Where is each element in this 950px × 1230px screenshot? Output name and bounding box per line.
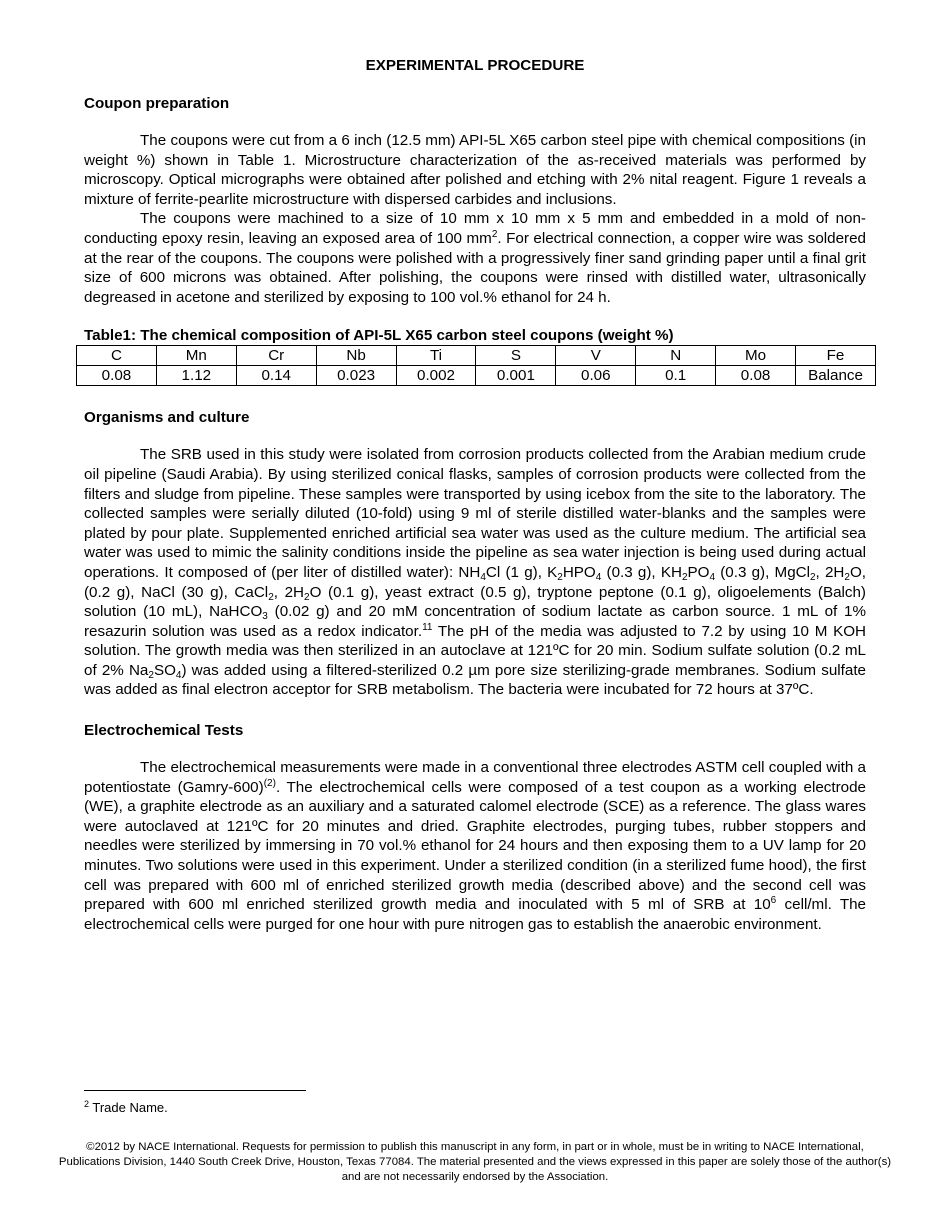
table-header-cell: Nb — [316, 346, 396, 366]
table-cell: 0.14 — [236, 366, 316, 386]
coupon-paragraph-1: The coupons were cut from a 6 inch (12.5 mm) API-5L X65 carbon steel pipe with chemical compositions (in weight %) shown in Table 1. Microstructure characterization of the as-received materials was performed by microscopy. Optical micrographs were obtained after polished and etching with 2% nital reagent. Figure 1 reveals a mixture of ferrite-pearlite microstructure with dispersed carbides and inclusions. — [84, 132, 866, 208]
table-cell: 0.08 — [716, 366, 796, 386]
table-header-cell: Fe — [796, 346, 876, 366]
table-header-cell: S — [476, 346, 556, 366]
heading-coupon-preparation: Coupon preparation — [84, 95, 230, 112]
table-cell: 0.001 — [476, 366, 556, 386]
table-header-cell: Ti — [396, 346, 476, 366]
table-header-cell: V — [556, 346, 636, 366]
footnote: $^2$ Trade Name. — [84, 1099, 168, 1115]
table-header-row — [77, 346, 876, 366]
electro-paragraph: The electrochemical measurements were made in a conventional three electrodes ASTM cell coupled with a potentiostate (Gamry-600)$^{(2)}$. The electrochemical cells were composed of a test coupon as a working electrode (WE), a graphite electrode as an auxiliary and a saturated calomel electrode (SCE) as a reference. The glass wares were autoclaved at 121ºC for 20 minutes and dried. Graphite electrodes, purging tubes, rubber stoppers and needles were sterilized by immersing in 70 vol.% ethanol for 24 hours and then exposing them to a UV lamp for 20 minutes. Two solutions were used in this experiment. Under a sterilized condition (in a sterilized fume hood), the first cell was prepared with 600 ml of enriched sterilized growth media (described above) and the second cell was prepared with 600 ml enriched sterilized growth media and inoculated with 5 ml of SRB at $10^6$ cell/ml. The electrochemical cells were purged for one hour with pure nitrogen gas to establish the anaerobic environment. — [84, 759, 866, 933]
table-header-cell: Cr — [236, 346, 316, 366]
table-cell: 0.08 — [77, 366, 157, 386]
copyright-notice: ©2012 by NACE International. Requests for permission to publish this manuscript in any form, in part or in whole, must be in writing to NACE International, Publications Division, 1440 South Creek Drive, Houston, Texas 77084. The material presented and the views expressed in this paper are solely those of the author(s) and are not necessarily endorsed by the Association. — [58, 1141, 892, 1183]
table-cell: 0.06 — [556, 366, 636, 386]
table-cell: Balance — [796, 366, 876, 386]
table-header-cell: Mn — [156, 346, 236, 366]
table-header-cell: Mo — [716, 346, 796, 366]
coupon-paragraph-2: The coupons were machined to a size of 10 mm x 10 mm x 5 mm and embedded in a mold of non-conducting epoxy resin, leaving an exposed area of 100 $mm^2$. For electrical connection, a copper wire was soldered at the rear of the coupons. The coupons were polished with a progressively finer sand grinding paper until a final grit size of 600 microns was obtained. After polishing, the coupons were rinsed with distilled water, ultrasonically degreased in acetone and sterilized by exposing to 100 vol.% ethanol for 24 h. — [84, 210, 867, 306]
footnote-divider — [84, 1090, 306, 1091]
heading-electrochemical-tests: Electrochemical Tests — [84, 722, 244, 740]
table-row — [77, 366, 876, 386]
table1-caption: Table1: The chemical composition of API-5L X65 carbon steel coupons (weight %) — [84, 327, 674, 345]
table-header-cell: C — [77, 346, 157, 366]
page-title: EXPERIMENTAL PROCEDURE — [365, 57, 585, 74]
composition-table — [76, 345, 876, 386]
page-body — [84, 56, 866, 934]
table-cell: 1.12 — [156, 366, 236, 386]
table-cell: 0.002 — [396, 366, 476, 386]
table-header-cell: N — [636, 346, 716, 366]
organisms-paragraph: The SRB used in this study were isolated from corrosion products collected from the Arabian medium crude oil pipeline (Saudi Arabia). By using sterilized conical flasks, samples of corrosion products were collected from the filters and sludge from pipeline. These samples were transported by using icebox from the site to the laboratory. The collected samples were serially diluted (10-fold) using 9 ml of sterile distilled water-blanks and the samples were plated by pour plate. Supplemented enriched artificial sea water was used as the culture medium. The artificial sea water was used to mimic the salinity conditions inside the pipeline as sea water injection is being used during actual operations. It composed of (per liter of distilled water): $NH_4Cl$ (1 g), $K_2HPO_4$ (0.3 g), $KH_2PO_4$ (0.3 g), MgCl$_2$, $2H_2O$, (0.2 g), NaCl (30 g), CaCl$_2$, $2H_2O$ (0.1 g), yeast extract (0.5 g), tryptone peptone (0.1 g), oligoelements (Balch) solution (10 mL), NaHCO$_3$ (0.02 g) and 20 mM concentration of sodium lactate as carbon source. 1 mL of 1% resazurin solution was used as a redox indicator.$^{11}$ The pH of the media was adjusted to 7.2 by using 10 M KOH solution. The growth media was then sterilized in an autoclave at 121ºC for 20 min. Sodium sulfate solution (0.2 mL of 2% $Na_2SO_4$) was added using a filtered-sterilized 0.2 µm pore size sterilizing-grade membranes. Sodium sulfate was added as final electron acceptor for SRB metabolism. The bacteria were incubated for 72 hours at 37ºC. — [84, 446, 867, 699]
table-cell: 0.023 — [316, 366, 396, 386]
table-cell: 0.1 — [636, 366, 716, 386]
heading-organisms-culture: Organisms and culture — [84, 409, 250, 427]
